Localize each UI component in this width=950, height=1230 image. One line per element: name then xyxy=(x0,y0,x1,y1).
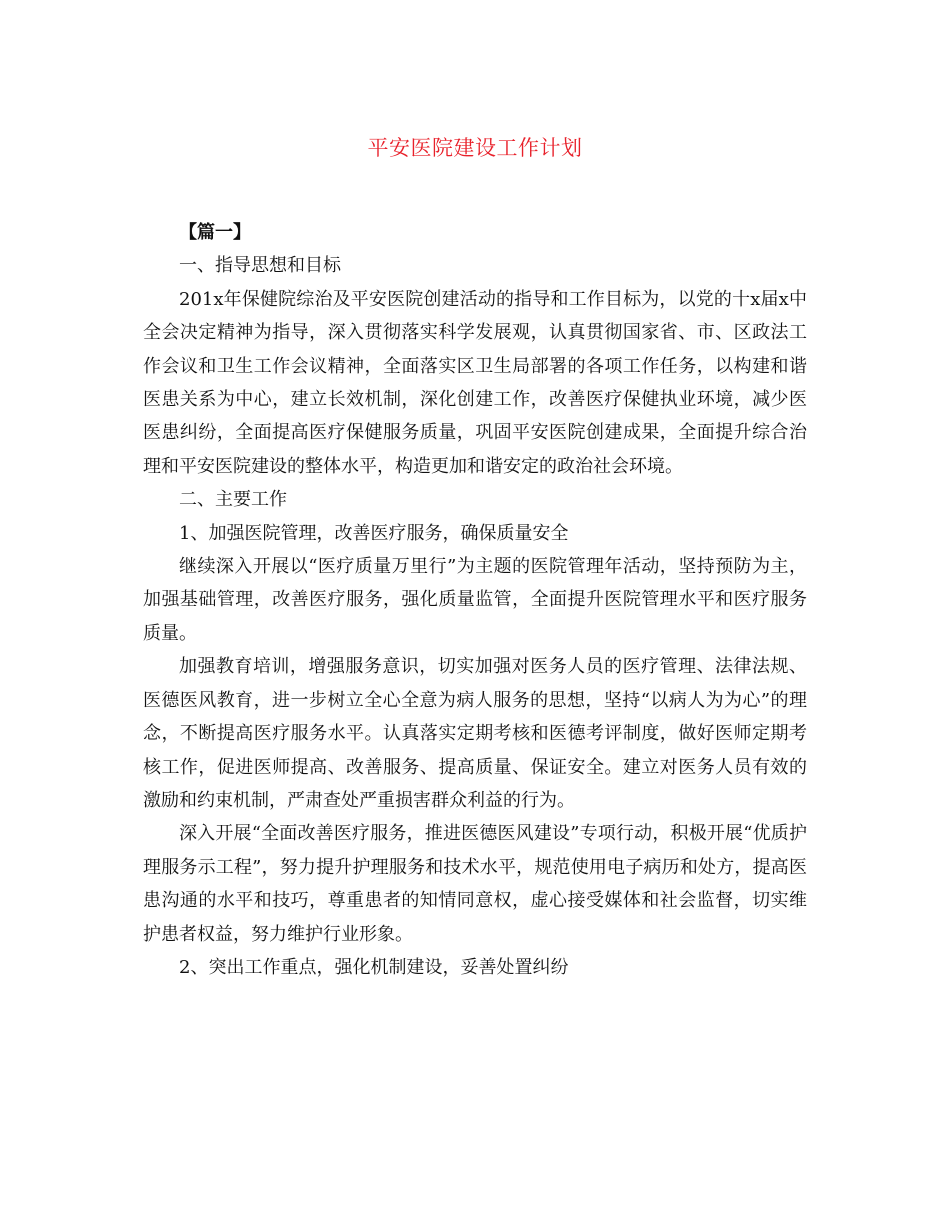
paragraph-service-improvement: 深入开展“全面改善医疗服务，推进医德医风建设”专项行动，积极开展“优质护理服务示工程”，努力提升护理服务和技术水平，规范使用电子病历和处方，提高医患沟通的水平和技巧，尊重患者的知情同意权，虚心接受媒体和社会监督，切实维护患者权益，努力维护行业形象。 xyxy=(143,823,807,945)
subheading-key-work: 2、突出工作重点，强化机制建设，妥善处置纠纷 xyxy=(179,956,569,978)
subheading-hospital-management: 1、加强医院管理，改善医疗服务，确保质量安全 xyxy=(179,522,569,544)
heading-main-work: 二、主要工作 xyxy=(179,489,287,511)
paragraph-quality-campaign: 继续深入开展以“医疗质量万里行”为主题的医院管理年活动，坚持预防为主，加强基础管理，改善医疗服务，强化质量监管，全面提升医院管理水平和医疗服务质量。 xyxy=(143,556,807,644)
paragraph-education-training: 加强教育培训，增强服务意识，切实加强对医务人员的医疗管理、法律法规、医德医风教育，进一步树立全心全意为病人服务的思想，坚持“以病人为为心”的理念，不断提高医疗服务水平。认真落实定期考核和医德考评制度，做好医师定期考核工作，促进医师提高、改善服务、提高质量、保证安全。建立对医务人员有效的激励和约束机制，严肃查处严重损害群众利益的行为。 xyxy=(143,656,807,811)
document-body xyxy=(143,216,807,984)
document-title: 平安医院建设工作计划 xyxy=(367,136,583,160)
heading-guiding-ideology: 一、指导思想和目标 xyxy=(179,255,341,277)
section-marker: 【篇一】 xyxy=(179,222,251,243)
paragraph-goals: 201x年保健院综治及平安医院创建活动的指导和工作目标为，以党的十x届x中全会决定精神为指导，深入贯彻落实科学发展观，认真贯彻国家省、市、区政法工作会议和卫生工作会议精神，全面落实区卫生局部署的各项工作任务，以构建和谐医患关系为中心，建立长效机制，深化创建工作，改善医疗保健执业环境，减少医医患纠纷，全面提高医疗保健服务质量，巩固平安医院创建成果，全面提升综合治理和平安医院建设的整体水平，构造更加和谐安定的政治社会环境。 xyxy=(143,288,807,477)
